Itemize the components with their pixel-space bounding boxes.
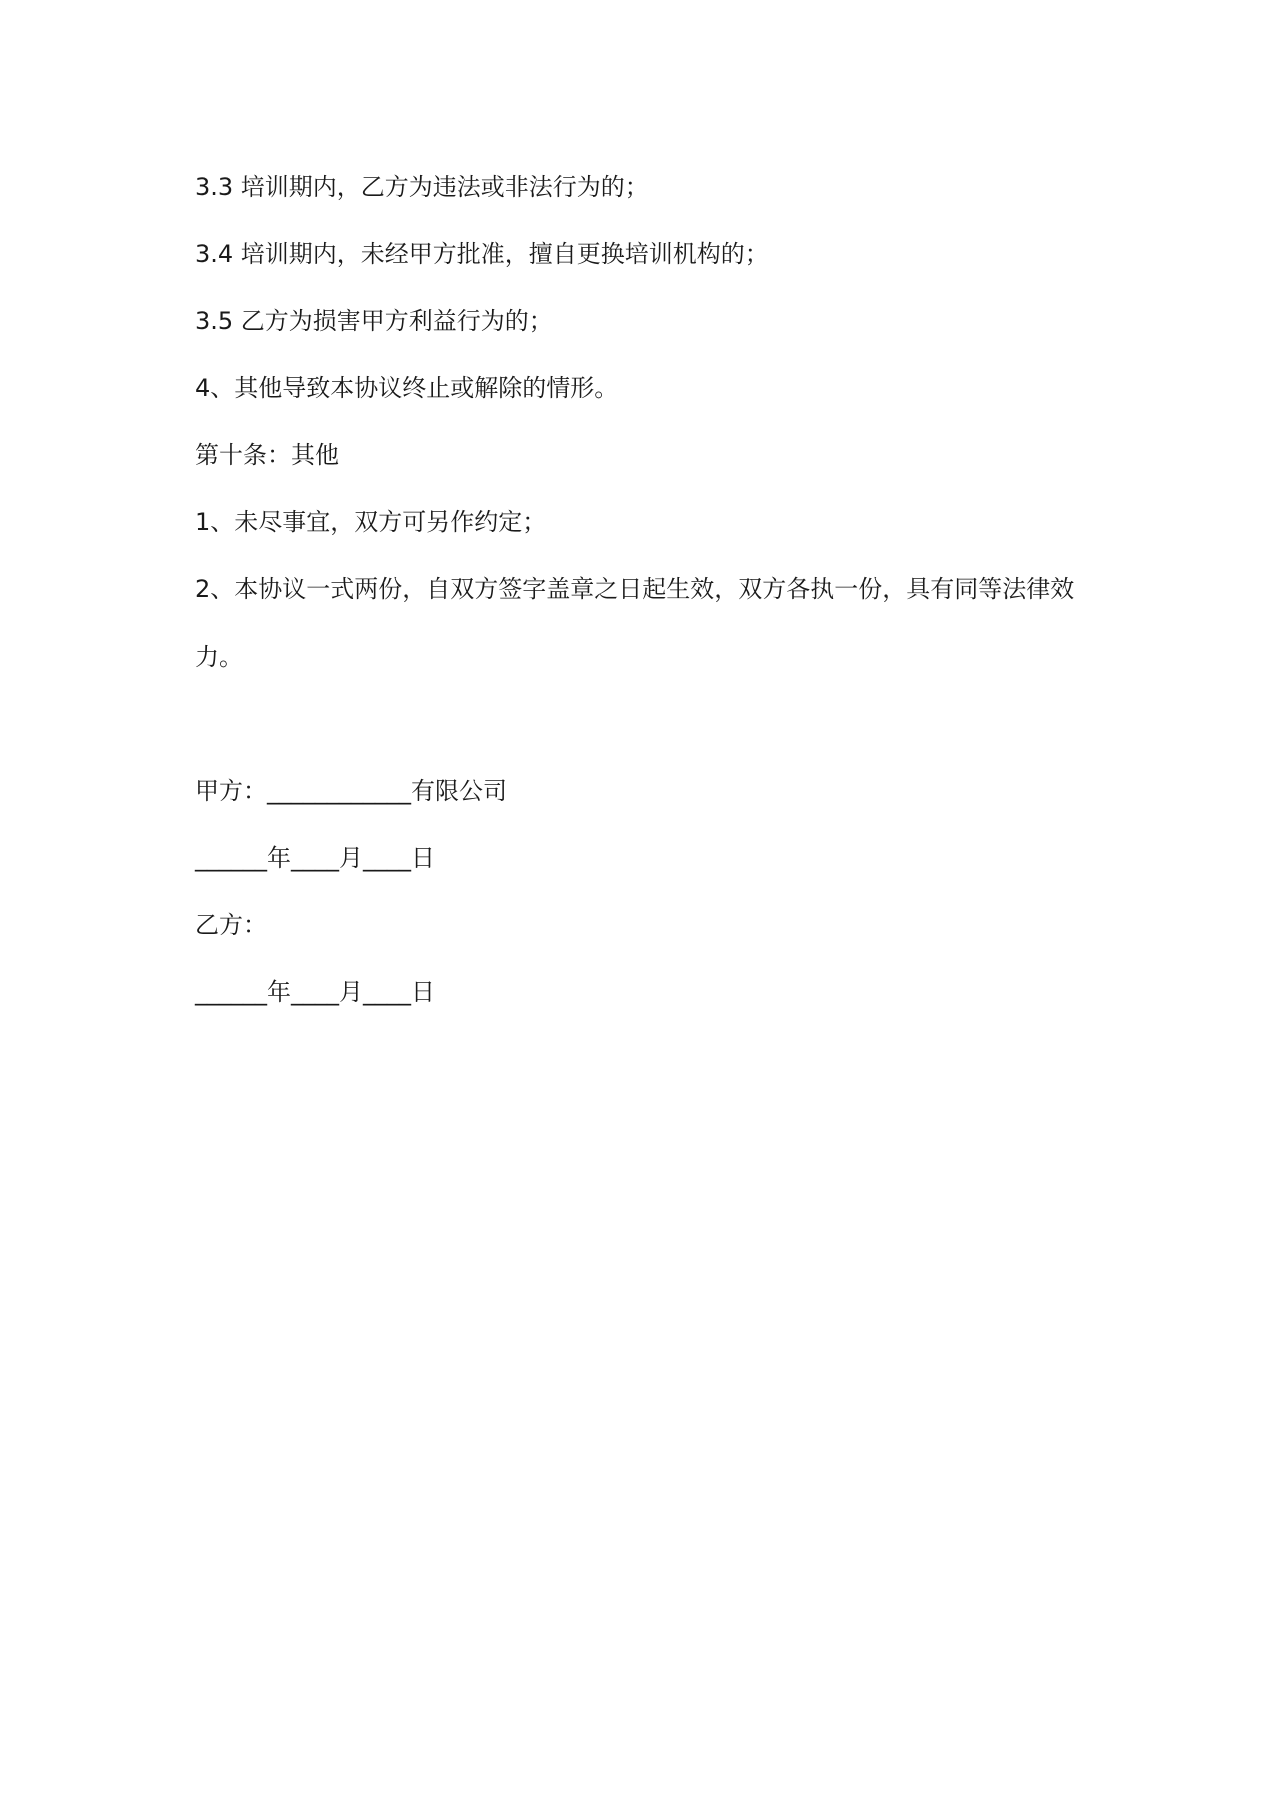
party-b-date: ______年____月____日 xyxy=(195,978,435,1006)
party-a-signature: 甲方：____________有限公司 xyxy=(195,777,507,805)
document-body xyxy=(195,170,1095,1042)
clause-3-5: 3.5 乙方为损害甲方利益行为的； xyxy=(195,307,553,335)
clause-3-3: 3.3 培训期内，乙方为违法或非法行为的； xyxy=(195,173,649,201)
clause-3-4: 3.4 培训期内，未经甲方批准，擅自更换培训机构的； xyxy=(195,240,769,268)
party-a-date: ______年____月____日 xyxy=(195,844,435,872)
article-10-item-2: 2、本协议一式两份，自双方签字盖章之日起生效，双方各执一份，具有同等法律效力。 xyxy=(195,575,1075,671)
party-b-signature: 乙方： xyxy=(195,911,267,939)
article-10-heading: 第十条：其他 xyxy=(195,441,339,469)
section-spacer xyxy=(195,707,1095,774)
clause-4: 4、其他导致本协议终止或解除的情形。 xyxy=(195,374,619,402)
article-10-item-1: 1、未尽事宜，双方可另作约定； xyxy=(195,508,547,536)
